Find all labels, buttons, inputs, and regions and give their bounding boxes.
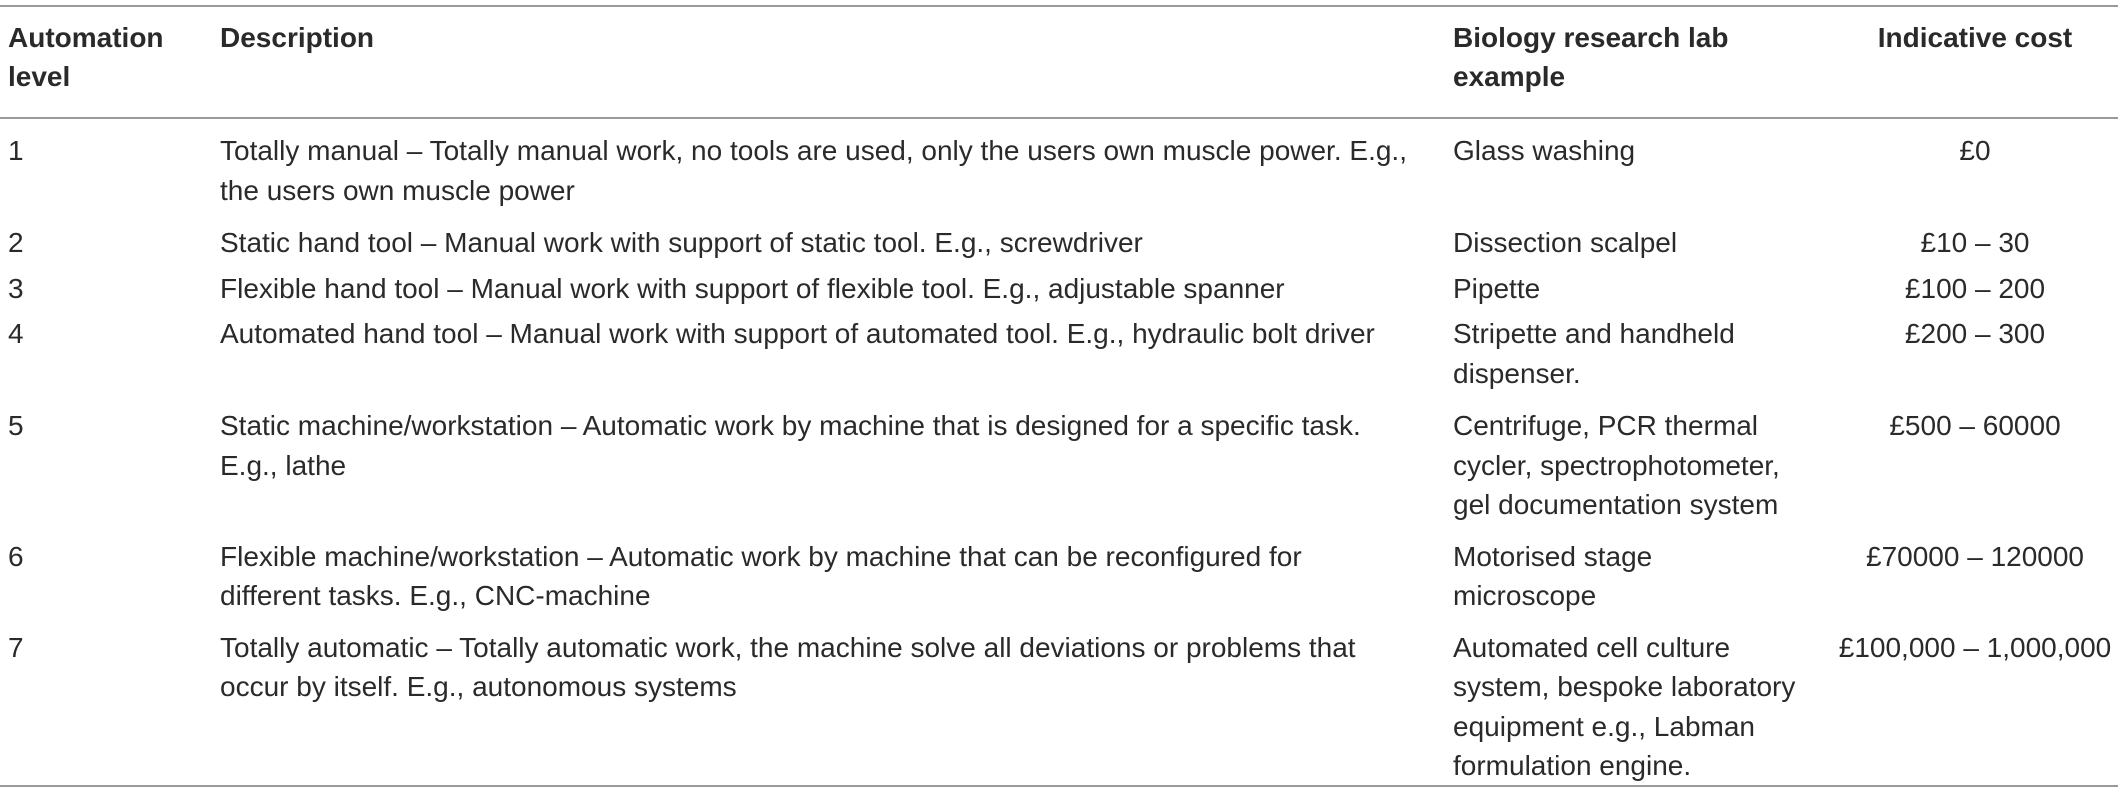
cell-cost: £10 – 30 (1920, 227, 2030, 258)
cell-lab-example: Motorised stage microscope (1453, 540, 1653, 611)
cell-lab-example: Pipette (1453, 272, 1541, 304)
cell-level: 7 (8, 631, 24, 663)
cell-cost: £0 (1959, 135, 1991, 166)
cell-cost: £100 – 200 (1904, 272, 2046, 304)
cell-lab-example: Glass washing (1453, 135, 1636, 166)
cell-lab-example: Dissection scalpel (1453, 227, 1678, 258)
table-row (0, 401, 2118, 533)
cell-description: Flexible machine/workstation – Automatic work by machine that can be reconfigured for different tasks. E.g., CNC-machine (220, 540, 1302, 611)
header-row (0, 0, 2118, 117)
cell-description: Automated hand tool – Manual work with support of automated tool. E.g., hydraulic bolt driver (220, 318, 1375, 349)
cell-level: 4 (8, 318, 24, 349)
table-row (0, 533, 2118, 624)
table-header (0, 0, 2118, 117)
cell-level: 5 (8, 410, 24, 441)
cell-cost: £70000 – 120000 (1866, 540, 2084, 572)
cell-level: 3 (8, 272, 24, 304)
table-row (0, 117, 2118, 218)
cell-level: 6 (8, 540, 24, 572)
cell-lab-example: Stripette and handheld dispenser. (1453, 318, 1735, 389)
table-body (0, 117, 2118, 786)
header-lab-example: Biology research lab example (1453, 22, 1729, 92)
cell-cost: £100,000 – 1,000,000 (1838, 631, 2112, 663)
table-row (0, 218, 2118, 266)
header-description: Description (220, 22, 375, 53)
table-row (0, 266, 2118, 312)
header-automation-level: Automation level (8, 22, 164, 92)
table-row (0, 624, 2118, 786)
cell-description: Static machine/workstation – Automatic work by machine that is designed for a specific task. E.g., lathe (220, 410, 1361, 481)
cell-lab-example: Automated cell culture system, bespoke laboratory equipment e.g., Labman formulation engine. (1453, 631, 1796, 781)
cell-description: Flexible hand tool – Manual work with support of flexible tool. E.g., adjustable spanner (220, 272, 1285, 304)
cell-lab-example: Centrifuge, PCR thermal cycler, spectrophotometer, gel documentation system (1453, 410, 1780, 520)
cell-level: 2 (8, 227, 24, 258)
cell-level: 1 (8, 135, 24, 166)
header-indicative-cost: Indicative cost (1877, 22, 2073, 53)
table-row (0, 311, 2118, 401)
cell-description: Totally manual – Totally manual work, no tools are used, only the users own muscle power. E.g., the users own muscle power (220, 135, 1407, 206)
cell-description: Static hand tool – Manual work with support of static tool. E.g., screwdriver (220, 227, 1143, 258)
cell-cost: £200 – 300 (1904, 318, 2046, 349)
cell-cost: £500 – 60000 (1889, 410, 2061, 441)
cell-description: Totally automatic – Totally automatic work, the machine solve all deviations or problems that occur by itself. E.g., autonomous systems (220, 631, 1356, 702)
